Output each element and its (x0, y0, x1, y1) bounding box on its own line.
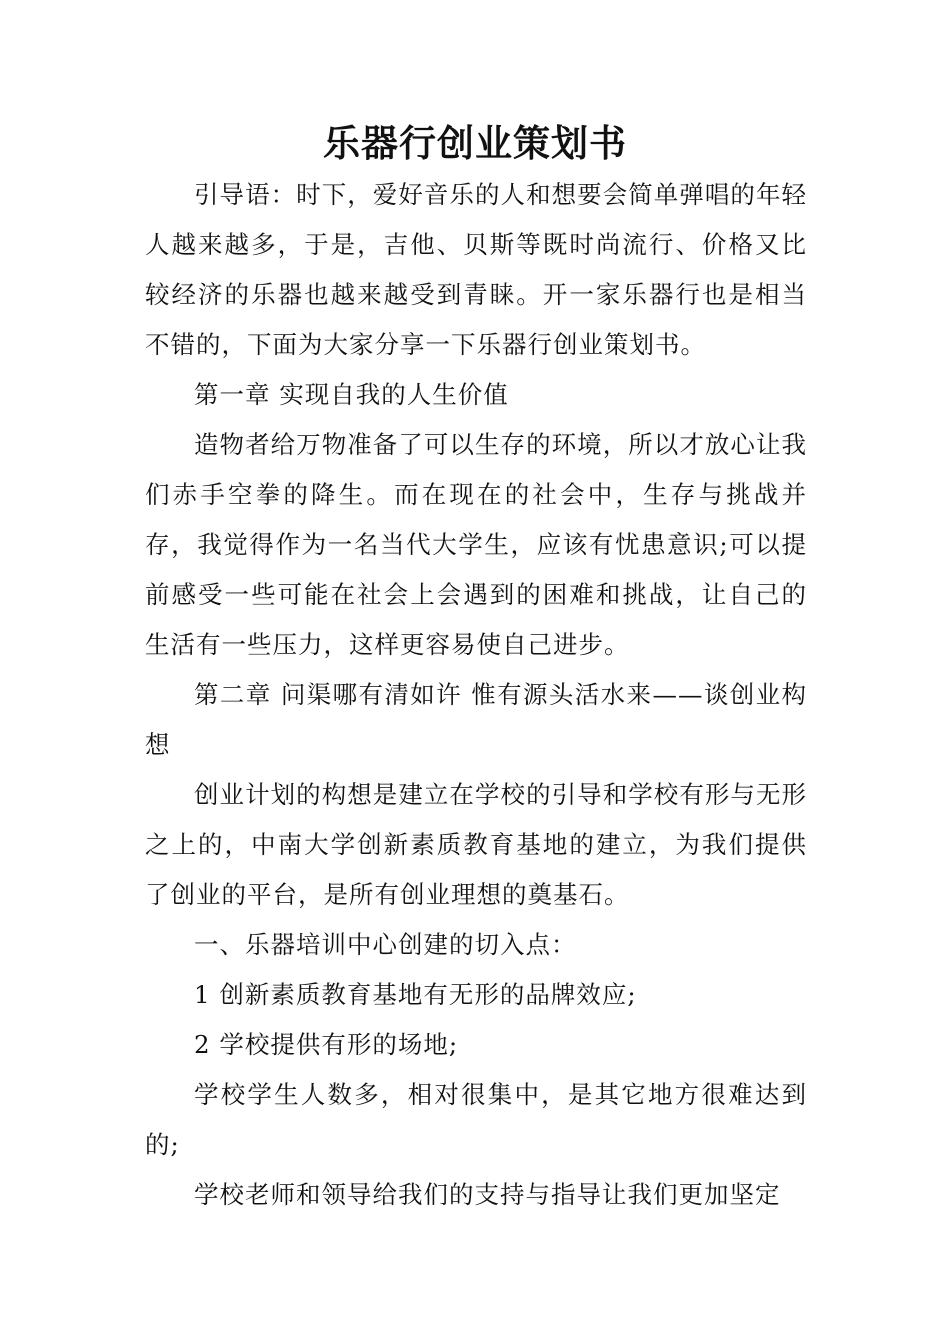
document-body (145, 170, 807, 1220)
paragraph: 学校老师和领导给我们的支持与指导让我们更加坚定 (194, 1180, 781, 1209)
paragraph: 造物者给万物准备了可以生存的环境，所以才放心让我们赤手空拳的降生。而在现在的社会中，生存与挑战并存，我觉得作为一名当代大学生，应该有忧患意识;可以提前感受一些可能在社会上会遇到的困难和挑战，让自己的生活有一些压力，这样更容易使自己进步。 (145, 430, 807, 659)
list-item: 2 学校提供有形的场地; (194, 1030, 459, 1059)
paragraph-intro: 引导语：时下，爱好音乐的人和想要会简单弹唱的年轻人越来越多，于是，吉他、贝斯等既时尚流行、价格又比较经济的乐器也越来越受到青睐。开一家乐器行也是相当不错的，下面为大家分享一下乐器行创业策划书。 (145, 180, 807, 359)
paragraph: 创业计划的构想是建立在学校的引导和学校有形与无形之上的，中南大学创新素质教育基地的建立，为我们提供了创业的平台，是所有创业理想的奠基石。 (145, 780, 807, 909)
chapter-2-heading: 第二章 问渠哪有清如许 惟有源头活水来——谈创业构想 (145, 680, 807, 759)
section-heading: 一、乐器培训中心创建的切入点： (194, 930, 577, 959)
chapter-1-heading: 第一章 实现自我的人生价值 (194, 380, 509, 409)
paragraph: 学校学生人数多，相对很集中，是其它地方很难达到的; (145, 1080, 807, 1159)
list-item: 1 创新素质教育基地有无形的品牌效应; (194, 980, 637, 1009)
document-title: 乐器行创业策划书 (323, 121, 627, 165)
